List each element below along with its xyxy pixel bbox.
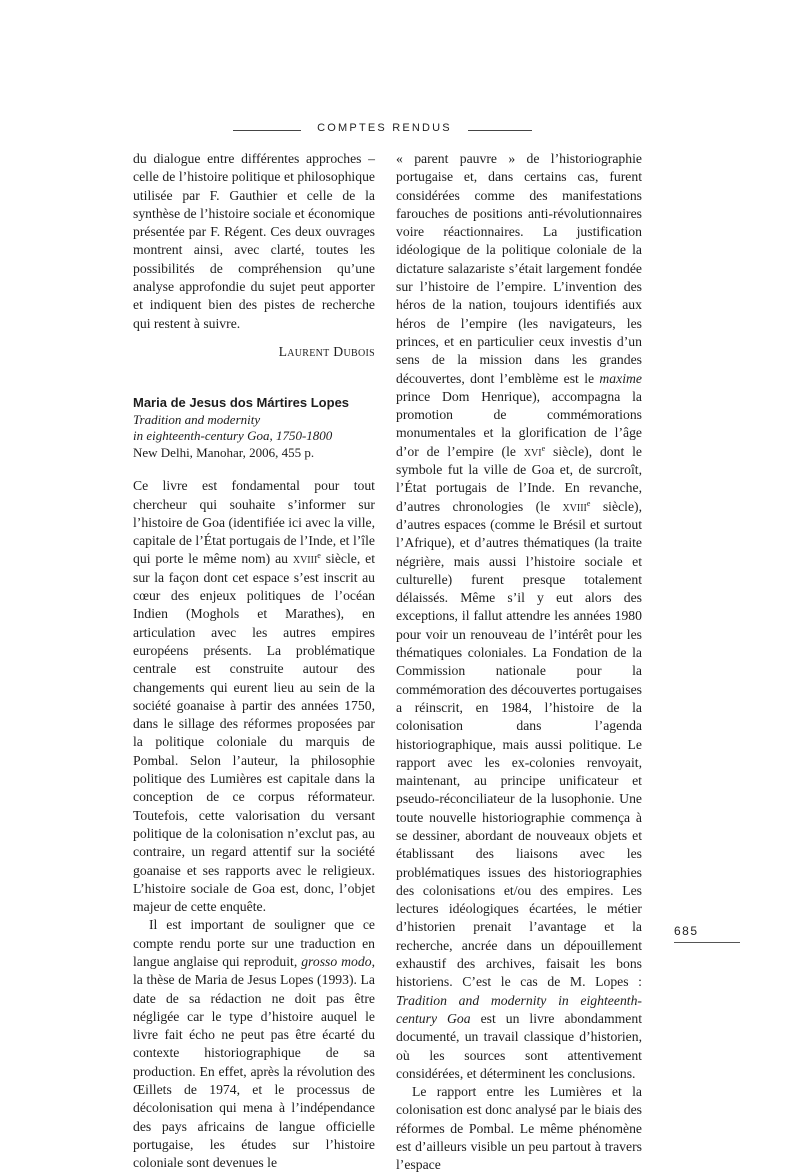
page-number-rule <box>674 942 740 943</box>
emphasis: maxime <box>599 370 642 386</box>
paragraph <box>133 916 375 1172</box>
running-header <box>0 122 800 138</box>
text: Il est important de souligner que ce compte rendu porte sur une traduction en langue anglaise qui reproduit, <box>133 917 375 969</box>
paragraph: du dialogue entre différentes approches – celle de l’histoire politique et philosophique utilisée par F. Gauthier et celle de la synthèse de l’histoire sociale et économique présentée par F. Régent. Ces deux ouvrages montrent ainsi, avec clarté, toutes les possibilités de compréhension qu’une analyse approfondie du sujet peut apporter et indiquent bien des pistes de recherche qui restent à suivre. <box>133 151 375 331</box>
century: xviii <box>292 551 318 567</box>
book-publication: New Delhi, Manohar, 2006, 455 p. <box>133 445 315 461</box>
left-column <box>133 150 375 1173</box>
book-title-line-1: Tradition and modernity <box>133 412 261 428</box>
text: Ce livre est fondamental pour tout chercheur qui souhaite s’informer sur l’histoire de Goa (identifiée ici avec la ville, capitale de l’État portugais de l’Inde, et l’île qui porte le même nom) au <box>133 478 375 567</box>
century: xvi <box>523 443 542 459</box>
text: siècle), dont le symbole fut la ville de Goa et, de surcroît, l’État portugais de l’Inde. En revanche, d’autres chronologies (le <box>396 443 642 514</box>
header-rule-right <box>468 130 532 131</box>
text: est un livre abondamment documenté, un travail classique d’historien, où les sources sont attentivement considérées, et déterminent les conclusions. <box>396 1010 642 1081</box>
text: , la thèse de Maria de Jesus Lopes (1993). La date de sa rédaction ne doit pas être négligée car le type d’histoire auquel le livre fait écho ne peut pas être écarté du contexte historiographique de sa production. En effet, après la révolution des Œillets de 1974, et le processus de décolonisation qui mena à l’indépendance des pays africains de langue officielle portugaise, les études sur l’histoire coloniale sont devenues le <box>133 953 375 1171</box>
text: siècle), d’autres espaces (comme le Brésil et surtout l’Afrique), et d’autres thématiques (la traite négrière, mais aussi l’histoire sociale et culturelle) furent presque totalement délaissés. Même s’il y eut alors des exceptions, il fallut attendre les années 1980 pour voir un renouveau de l’intérêt pour les thématiques coloniales. La Fondation de la Commission nationale pour la commémoration des découvertes portugaises a réinscrit, en 1984, l’histoire de la colonisation dans l’agenda historiographique, mais aussi politique. Le rapport avec les ex-colonies renvoyait, maintenant, au principe unificateur et pseudo-réconciliateur de la lusophonie. Une toute nouvelle historiographie commença à se dessiner, abordant de nouveaux objets et établissant des liaisons avec les problématiques issues des historiographies des colonisations et/ou des empires. Les lectures idéologiques écartées, le métier d’historien prenait l’avantage et la recherche, ancrée dans un dépouillement exhaustif des archives, faisait les bons historiens. C’est le cas de M. Lopes : <box>396 498 642 990</box>
text: siècle, et sur la façon dont cet espace s’est inscrit au cœur des enjeux politiques de l’océan Indien (Moghols et Marathes), en articulation avec les autres empires européens présents. La problématique centrale est construite autour des changements qui eurent lieu au sein de la société goanaise à partir des années 1750, dans le sillage des réformes proposées par la politique coloniale du marquis de Pombal. Selon l’auteur, la philosophie politique des Lumières est capitale dans la conception de ce corpus réformateur. Toutefois, cette valorisation du versant politique de la colonisation n’exclut pas, au contraire, un regard attentif sur la société goanaise et ses rapports avec le religieux. L’histoire sociale de Goa est, donc, l’objet majeur de cette enquête. <box>133 551 375 915</box>
emphasis: grosso modo <box>301 953 372 969</box>
superscript: e <box>541 443 546 453</box>
superscript: e <box>586 498 591 508</box>
paragraph: Le rapport entre les Lumières et la colonisation est donc analysé par le biais des réformes de Pombal. Le même phénomène est d’ailleurs visible un peu partout à travers l’espace <box>396 1084 642 1173</box>
book-reference <box>133 394 375 461</box>
text: « parent pauvre » de l’historiographie portugaise et, dans certains cas, furent considérées comme des manifestations farouches de positions anti-révolutionnaires voire réactionnaires. La justification idéologique de la politique coloniale de la dictature salazariste s’était largement fondée sur l’histoire de l’empire. L’invention des héros de la nation, toujours identifiés aux héros de l’empire (les navigateurs, les princes, et en particulier ceux investis d’un sens de la mission dans les grandes découvertes, dont l’emblème est le <box>396 151 642 386</box>
text: prince Dom Henrique), accompagna la promotion de commémorations monumentales et la glorification de l’âge d’or de l’empire (le <box>396 388 642 459</box>
book-title-line-2: in eighteenth-century Goa, 1750-1800 <box>133 428 333 444</box>
book-author: Maria de Jesus dos Mártires Lopes <box>133 395 350 411</box>
paragraph <box>396 150 642 1083</box>
paragraph <box>133 477 375 916</box>
century: xviii <box>562 498 587 514</box>
right-column <box>396 150 642 1175</box>
review-signature: Laurent Dubois <box>278 343 375 359</box>
running-header-title: COMPTES RENDUS <box>317 122 452 134</box>
page-number: 685 <box>674 924 699 938</box>
header-rule-left <box>233 130 301 131</box>
emphasis: Tradition and modernity in eighteenth-century Goa <box>396 992 642 1026</box>
superscript: e <box>317 551 321 561</box>
